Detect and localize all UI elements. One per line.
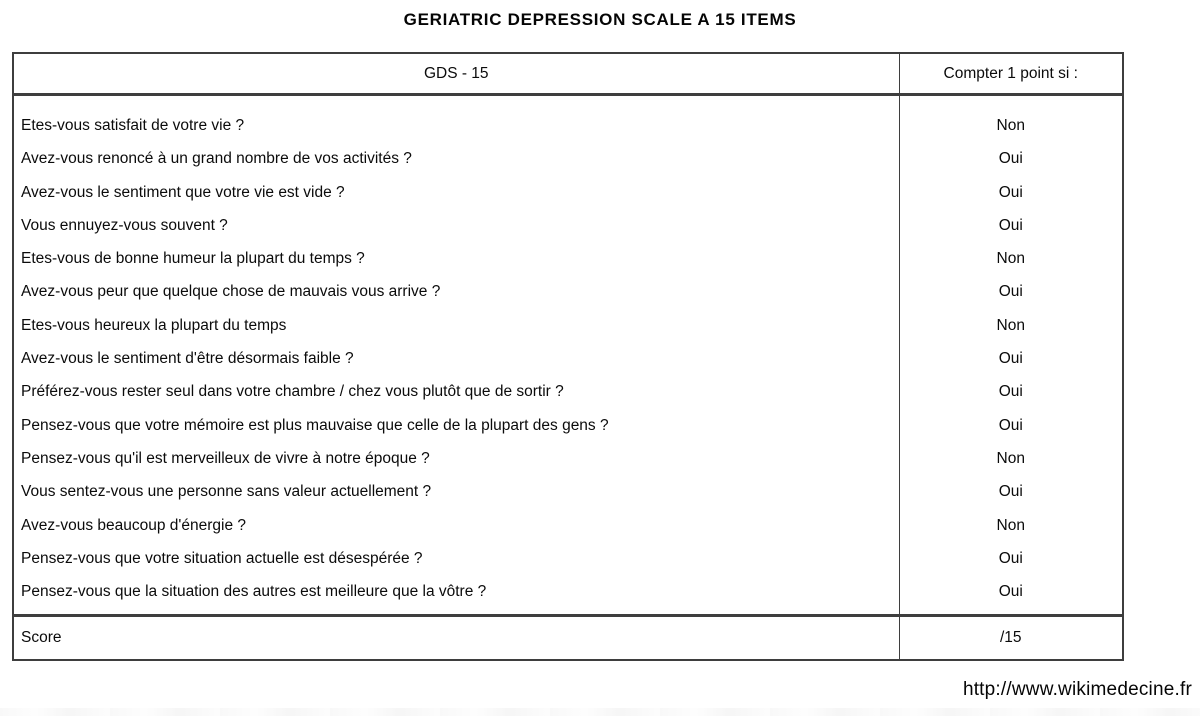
answer-text: Oui — [998, 583, 1023, 601]
answer-text: Oui — [998, 283, 1023, 301]
header-cell-count-point: Compter 1 point si : — [899, 53, 1123, 95]
question-text: Préférez-vous rester seul dans votre chambre / chez vous plutôt que de sortir ? — [21, 383, 564, 401]
answer-text: Non — [996, 316, 1025, 334]
table-body-row — [13, 95, 1123, 616]
answer-text: Non — [996, 250, 1025, 268]
score-value: /15 — [899, 616, 1123, 661]
question-text: Avez-vous peur que quelque chose de mauvais vous arrive ? — [21, 283, 441, 301]
answer-text: Oui — [998, 150, 1023, 168]
page-title: GERIATRIC DEPRESSION SCALE A 15 ITEMS — [403, 10, 797, 29]
question-text: Etes-vous de bonne humeur la plupart du temps ? — [21, 250, 365, 268]
gds-table — [12, 52, 1124, 661]
answer-text: Oui — [998, 483, 1023, 501]
question-text: Pensez-vous que la situation des autres est meilleure que la vôtre ? — [21, 583, 487, 601]
answer-text: Oui — [998, 549, 1023, 567]
question-text: Avez-vous le sentiment que votre vie est vide ? — [21, 183, 345, 201]
question-text: Avez-vous renoncé à un grand nombre de vos activités ? — [21, 150, 412, 168]
answer-text: Oui — [998, 350, 1023, 368]
question-text: Etes-vous satisfait de votre vie ? — [21, 117, 245, 134]
score-label: Score — [13, 616, 899, 661]
question-text: Vous sentez-vous une personne sans valeur actuellement ? — [21, 483, 432, 501]
question-text: Vous ennuyez-vous souvent ? — [21, 216, 228, 234]
questions-list — [13, 95, 899, 616]
answer-text: Oui — [998, 183, 1023, 201]
question-text: Pensez-vous que votre mémoire est plus mauvaise que celle de la plupart des gens ? — [21, 416, 609, 434]
answer-text: Oui — [998, 416, 1023, 434]
footer-url-link[interactable]: http://www.wikimedecine.fr — [962, 679, 1192, 700]
answer-text: Oui — [998, 383, 1023, 401]
score-row — [13, 616, 1123, 661]
answer-text: Non — [996, 117, 1025, 134]
answers-list — [899, 95, 1123, 616]
answer-text: Non — [996, 516, 1025, 534]
answer-text: Oui — [998, 216, 1023, 234]
scan-artifact-strip — [0, 708, 1200, 716]
question-text: Pensez-vous qu'il est merveilleux de vivre à notre époque ? — [21, 449, 430, 467]
header-cell-gds15: GDS - 15 — [13, 53, 899, 95]
question-text: Pensez-vous que votre situation actuelle est désespérée ? — [21, 549, 423, 567]
question-text: Avez-vous beaucoup d'énergie ? — [21, 516, 246, 534]
answer-text: Non — [996, 449, 1025, 467]
question-text: Avez-vous le sentiment d'être désormais faible ? — [21, 350, 354, 368]
question-text: Etes-vous heureux la plupart du temps — [21, 316, 287, 334]
table-header-row — [13, 53, 1123, 95]
